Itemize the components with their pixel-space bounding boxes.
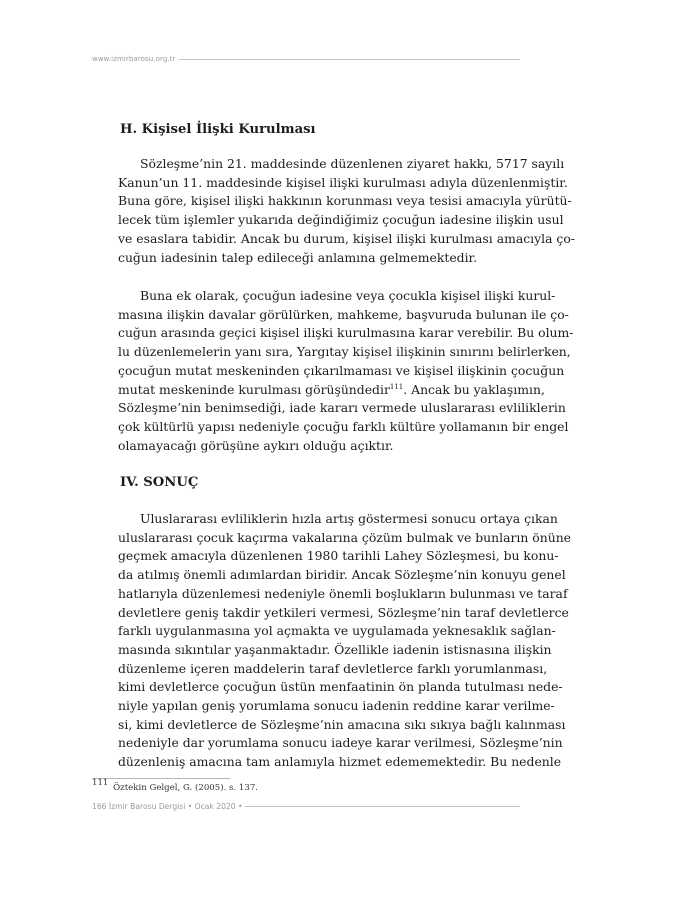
header-rule — [179, 59, 520, 60]
text-line: uluslararası çocuk kaçırma vakalarına çözüm bulmak ve bunların önüne — [118, 529, 572, 545]
text-line-with-footnote — [118, 381, 545, 400]
text-line: si, kimi devletlerce de Sözleşme’nin amacına sıkı sıkıya bağlı kalınması — [118, 716, 566, 732]
text-line: ve esaslara tabidir. Ancak bu durum, kişisel ilişki kurulması amacıyla ço- — [118, 230, 575, 246]
text-line: masında sıkıntılar yaşanmaktadır. Özellikle iadenin istisnasına ilişkin — [118, 641, 552, 657]
text-line: masına ilişkin davalar görülürken, mahkeme, başvuruda bulunan ile ço- — [118, 306, 569, 322]
text-line: düzenleme içeren maddelerin taraf devletlerce farklı yorumlanması, — [118, 660, 548, 676]
text-line: da atılmış önemli adımlardan biridir. Ancak Sözleşme’nin konuyu genel — [118, 567, 566, 583]
text-line: Sözleşme’nin 21. maddesinde düzenlenen ziyaret hakkı, 5717 sayılı — [140, 156, 565, 171]
section-h-para1 — [118, 155, 575, 267]
text-line: düzenleniş amacına tam anlamıyla hizmet edememektedir. Bu nedenle — [118, 754, 562, 770]
section-iv-para — [118, 510, 572, 772]
text-line: Sözleşme’nin benimsediği, iade kararı vermede uluslararası evliliklerin — [118, 400, 566, 416]
text-line: Buna göre, kişisel ilişki hakkının korunması veya tesisi amacıyla yürütü- — [118, 193, 572, 209]
text-line: lu düzenlemelerin yanı sıra, Yargıtay kişisel ilişkinin sınırını belirlerken, — [118, 344, 571, 360]
footnote-rule — [92, 778, 230, 779]
text-line: nedeniyle dar yorumlama sonucu iadeye karar verilmesi, Sözleşme’nin — [118, 735, 563, 751]
text-line: devletlere geniş takdir yetkileri vermesi, Sözleşme’nin taraf devletlerce — [118, 604, 569, 620]
text-line: çok kültürlü yapısı nedeniyle çocuğu farklı kültüre yollamanın bir engel — [118, 418, 569, 434]
text-line: cuğun iadesinin talep edileceği anlamına gelmemektedir. — [118, 249, 478, 265]
footnote-number: 111 — [92, 778, 109, 788]
section-h — [118, 121, 520, 138]
section-h-para2 — [118, 287, 574, 455]
text-line: olamayacağı görüşüne aykırı olduğu açıktır. — [118, 437, 394, 453]
text-line: niyle yapılan geniş yorumlama sonucu iadenin reddine karar verilme- — [118, 698, 555, 714]
footer-rule — [245, 806, 520, 807]
section-iv — [118, 474, 520, 491]
text-line: Kanun’un 11. maddesinde kişisel ilişki kurulması adıyla düzenlenmiştir. — [118, 174, 568, 190]
text-line: cuğun arasında geçici kişisel ilişki kurulmasına karar verebilir. Bu olum- — [118, 325, 574, 341]
text-fragment: mutat meskeninde kurulması görüşündedir — [118, 381, 390, 397]
text-line: çocuğun mutat meskeninden çıkarılmaması ve kişisel ilişkinin çocuğun — [118, 362, 565, 378]
running-header — [92, 53, 520, 65]
footnote-text: Öztekin Gelgel, G. (2005). s. 137. — [113, 783, 259, 793]
header-url: www.izmirbarosu.org.tr — [92, 55, 176, 63]
text-line: Uluslararası evliliklerin hızla artış göstermesi sonucu ortaya çıkan — [140, 511, 558, 526]
footer-text: 166 İzmir Barosu Dergisi • Ocak 2020 • — [92, 801, 243, 811]
text-line: hatlarıyla düzenlemesi nedeniyle önemli boşlukların bulunması ve taraf — [118, 585, 568, 601]
text-line: lecek tüm işlemler yukarıda değindiğimiz çocuğun iadesine ilişkin usul — [118, 212, 564, 228]
text-line: farklı uygulanmasına yol açmakta ve uygulamada yeknesaklık sağlan- — [118, 623, 556, 639]
section-iv-title: IV. SONUÇ — [120, 475, 199, 490]
section-h-title: H. Kişisel İlişki Kurulması — [120, 122, 316, 137]
text-line: Buna ek olarak, çocuğun iadesine veya çocukla kişisel ilişki kurul- — [140, 288, 556, 303]
footnote — [92, 778, 259, 793]
text-fragment: . Ancak bu yaklaşımın, — [403, 381, 545, 397]
text-line: kimi devletlerce çocuğun üstün menfaatinin ön planda tutulması nede- — [118, 679, 563, 695]
running-footer — [92, 800, 520, 812]
text-line: geçmek amacıyla düzenlenen 1980 tarihli Lahey Sözleşmesi, bu konu- — [118, 548, 559, 564]
footnote-ref: 111 — [389, 382, 404, 391]
